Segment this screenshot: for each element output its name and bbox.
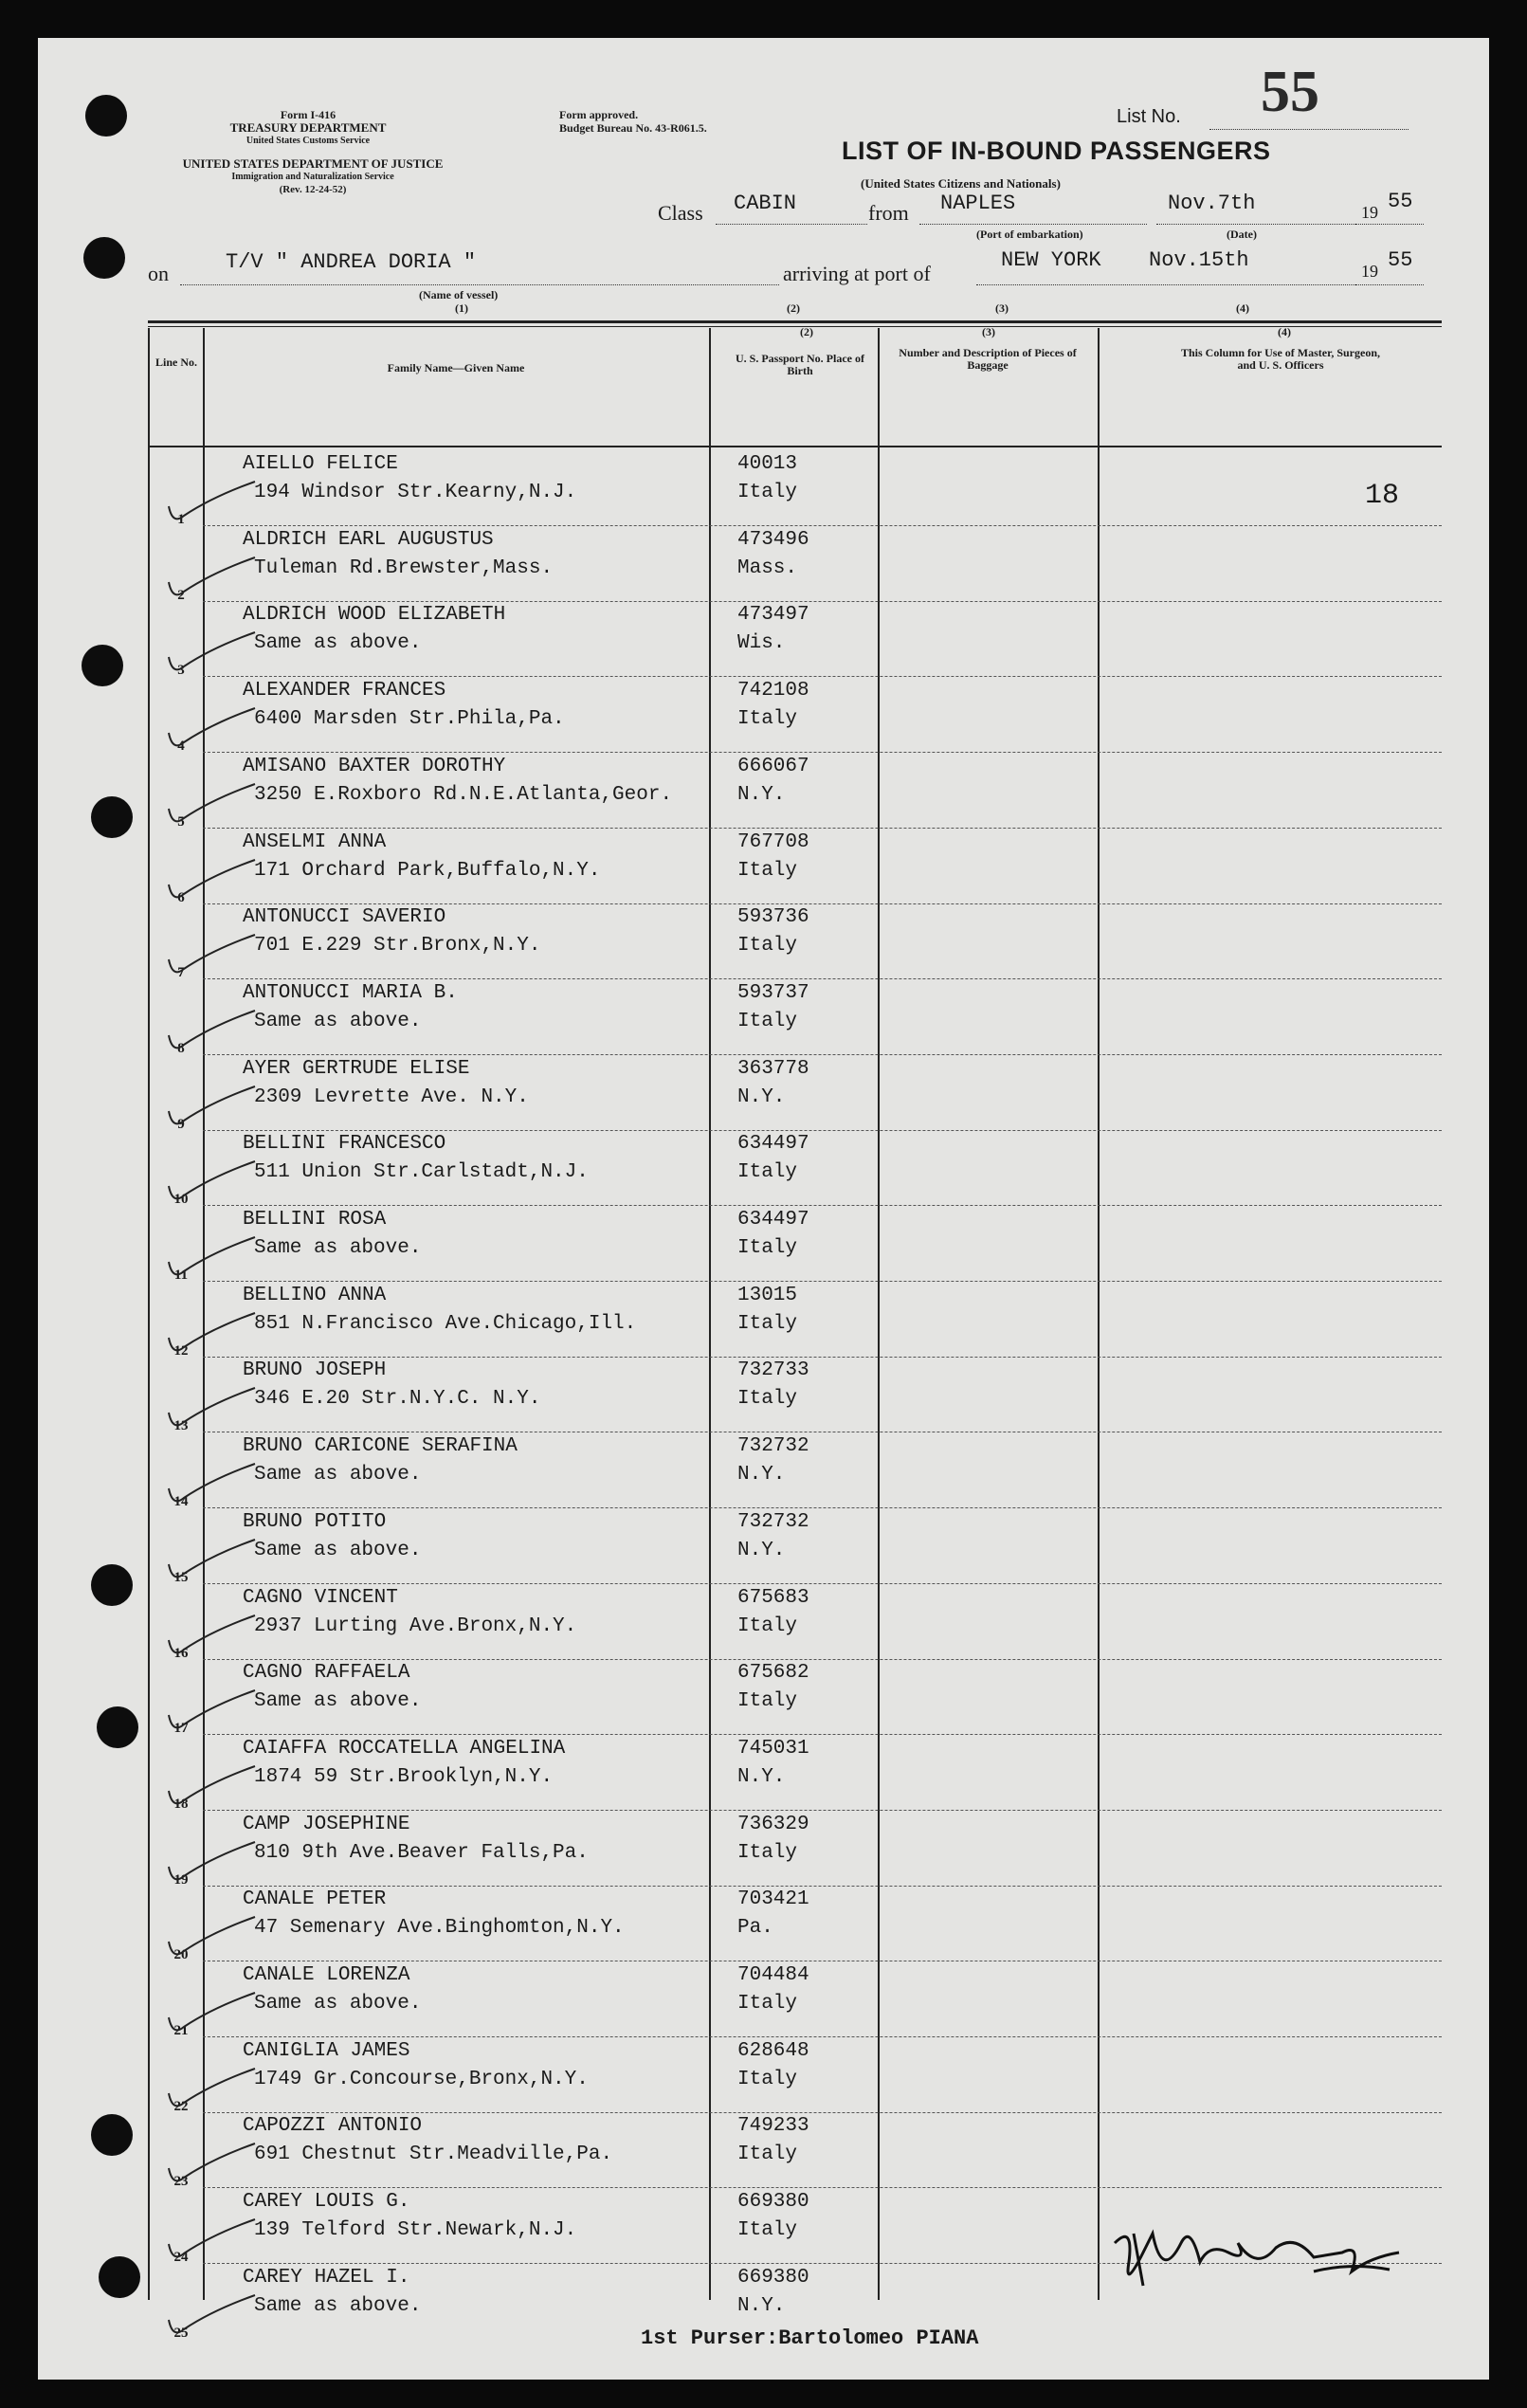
on-label: on	[148, 262, 169, 285]
table-row	[148, 604, 1442, 680]
arrival-year-prefix: 19	[1361, 262, 1378, 281]
line-number: 9	[177, 1116, 185, 1132]
check-mark-icon	[165, 931, 260, 984]
line-number: 18	[173, 1796, 189, 1812]
vessel-name: T/V " ANDREA DORIA "	[226, 250, 477, 274]
place-of-birth: Italy	[737, 1237, 798, 1259]
check-mark-icon	[165, 1989, 260, 2042]
passport-number: 703421	[737, 1888, 809, 1911]
passenger-name: ANTONUCCI MARIA B.	[243, 981, 458, 1004]
arrival-underline	[976, 284, 1355, 285]
passport-number: 767708	[737, 830, 809, 853]
table-row	[148, 756, 1442, 831]
passenger-address: Same as above.	[254, 2294, 422, 2317]
row-divider	[203, 2112, 1442, 2113]
check-mark-icon	[165, 2216, 260, 2269]
passenger-name: CAGNO RAFFAELA	[243, 1662, 410, 1685]
passenger-address: Same as above.	[254, 1464, 422, 1487]
passport-number: 749233	[737, 2115, 809, 2138]
passport-number: 742108	[737, 680, 809, 702]
manifest-sheet	[38, 38, 1489, 2380]
passenger-address: 1874 59 Str.Brooklyn,N.Y.	[254, 1765, 554, 1788]
place-of-birth: Italy	[737, 1388, 798, 1411]
caption-1: (1)	[455, 301, 468, 315]
passenger-address: Same as above.	[254, 632, 422, 655]
line-number: 10	[173, 1192, 189, 1208]
line-number: 20	[173, 1947, 189, 1963]
row-divider	[203, 903, 1442, 904]
place-of-birth: N.Y.	[737, 2294, 786, 2317]
document-title: LIST OF IN-BOUND PASSENGERS	[842, 137, 1271, 165]
passenger-address: Tuleman Rd.Brewster,Mass.	[254, 556, 554, 579]
embarkation-port: NAPLES	[940, 192, 1016, 215]
passenger-name: BELLINO ANNA	[243, 1284, 387, 1306]
check-mark-icon	[165, 2140, 260, 2193]
passenger-address: Same as above.	[254, 1539, 422, 1561]
caption-4: (4)	[1236, 301, 1249, 315]
line-number: 17	[173, 1721, 189, 1737]
table-row	[148, 1814, 1442, 1889]
year-prefix: 19	[1361, 203, 1378, 222]
passenger-name: CAIAFFA ROCCATELLA ANGELINA	[243, 1737, 566, 1760]
table-row	[148, 982, 1442, 1058]
row-divider	[203, 1357, 1442, 1358]
date-underline	[1156, 224, 1355, 225]
departure-year: 55	[1388, 190, 1413, 213]
vessel-underline	[180, 284, 779, 285]
justice-dept: UNITED STATES DEPARTMENT OF JUSTICE	[182, 156, 444, 171]
check-mark-icon	[165, 478, 260, 531]
table-row	[148, 1435, 1442, 1511]
list-number: 55	[1261, 60, 1319, 124]
passenger-address: 691 Chestnut Str.Meadville,Pa.	[254, 2143, 613, 2166]
passenger-address: 346 E.20 Str.N.Y.C. N.Y.	[254, 1388, 541, 1411]
passenger-name: AIELLO FELICE	[243, 453, 398, 475]
check-mark-icon	[165, 1460, 260, 1513]
punch-hole	[91, 1564, 133, 1606]
row-divider	[203, 2187, 1442, 2188]
line-number: 7	[177, 965, 185, 981]
place-of-birth: Italy	[737, 1841, 798, 1864]
col-header-num-3: (3)	[982, 325, 995, 338]
line-number: 6	[177, 889, 185, 905]
place-of-birth: Italy	[737, 482, 798, 503]
ins-service: Immigration and Naturalization Service	[231, 172, 394, 182]
row-divider	[203, 752, 1442, 753]
check-mark-icon	[165, 1007, 260, 1060]
arrival-date: Nov.15th	[1149, 248, 1249, 272]
class-label: Class	[658, 201, 703, 225]
place-of-birth: Italy	[737, 1690, 798, 1713]
table-row	[148, 680, 1442, 756]
check-mark-icon	[165, 1612, 260, 1665]
place-of-birth: N.Y.	[737, 1085, 786, 1108]
officer-signature	[1096, 2205, 1418, 2300]
place-of-birth: Italy	[737, 2068, 798, 2090]
col-header-line-no: Line No.	[155, 356, 197, 369]
passenger-name: AYER GERTRUDE ELISE	[243, 1057, 470, 1080]
row-divider	[203, 676, 1442, 677]
place-of-birth: N.Y.	[737, 783, 786, 806]
check-mark-icon	[165, 1687, 260, 1740]
passport-number: 634497	[737, 1209, 809, 1231]
place-of-birth: Italy	[737, 1161, 798, 1184]
line-number: 19	[173, 1871, 189, 1888]
row-divider	[203, 978, 1442, 979]
embarkation-caption: (Port of embarkation)	[976, 228, 1083, 241]
caption-2: (2)	[787, 301, 800, 315]
place-of-birth: Italy	[737, 859, 798, 882]
place-of-birth: N.Y.	[737, 1464, 786, 1487]
purser-signature: 1st Purser:Bartolomeo PIANA	[641, 2326, 979, 2350]
table-row	[148, 1058, 1442, 1134]
line-number: 3	[177, 663, 185, 679]
row-divider	[203, 1810, 1442, 1811]
passport-number: 593737	[737, 981, 809, 1004]
passport-number: 745031	[737, 1737, 809, 1760]
passport-number: 13015	[737, 1284, 798, 1306]
col-header-name: Family Name—Given Name	[387, 361, 525, 374]
passenger-name: BELLINI ROSA	[243, 1209, 387, 1231]
departure-date: Nov.7th	[1168, 192, 1256, 215]
passport-number: 363778	[737, 1057, 809, 1080]
passenger-name: BRUNO POTITO	[243, 1510, 387, 1533]
passenger-name: BRUNO CARICONE SERAFINA	[243, 1435, 518, 1458]
table-row	[148, 1738, 1442, 1814]
passport-number: 736329	[737, 1813, 809, 1835]
class-value: CABIN	[734, 192, 797, 215]
row-divider	[203, 1886, 1442, 1887]
check-mark-icon	[165, 2291, 260, 2344]
place-of-birth: Italy	[737, 708, 798, 731]
passport-number: 732732	[737, 1435, 809, 1458]
line-number: 15	[173, 1569, 189, 1585]
row-divider	[203, 828, 1442, 829]
passenger-name: ANSELMI ANNA	[243, 830, 387, 853]
place-of-birth: Italy	[737, 2219, 798, 2242]
passport-number: 634497	[737, 1133, 809, 1156]
passenger-address: 171 Orchard Park,Buffalo,N.Y.	[254, 859, 601, 882]
check-mark-icon	[165, 1838, 260, 1891]
place-of-birth: Italy	[737, 1993, 798, 2015]
passenger-address: Same as above.	[254, 1010, 422, 1032]
passenger-address: Same as above.	[254, 1993, 422, 2015]
date-caption: (Date)	[1227, 228, 1257, 241]
passport-number: 666067	[737, 755, 809, 777]
passenger-address: 6400 Marsden Str.Phila,Pa.	[254, 708, 565, 731]
passport-number: 704484	[737, 1964, 809, 1986]
place-of-birth: N.Y.	[737, 1765, 786, 1788]
place-of-birth: Italy	[737, 1010, 798, 1032]
row-divider	[203, 1583, 1442, 1584]
passenger-name: CAGNO VINCENT	[243, 1586, 398, 1609]
row-divider	[203, 1281, 1442, 1282]
line-number: 21	[173, 2023, 189, 2038]
place-of-birth: N.Y.	[737, 1539, 786, 1561]
arrival-year: 55	[1388, 248, 1413, 272]
passport-number: 669380	[737, 2191, 809, 2214]
place-of-birth: Italy	[737, 935, 798, 958]
punch-hole	[91, 2114, 133, 2156]
document-subtitle: (United States Citizens and Nationals)	[861, 176, 1061, 191]
place-of-birth: Wis.	[737, 632, 786, 655]
revision: (Rev. 12-24-52)	[279, 184, 347, 195]
passenger-address: 3250 E.Roxboro Rd.N.E.Atlanta,Geor.	[254, 783, 673, 806]
line-number: 5	[177, 813, 185, 830]
passport-number: 669380	[737, 2266, 809, 2289]
table-row	[148, 2040, 1442, 2116]
passenger-address: 851 N.Francisco Ave.Chicago,Ill.	[254, 1312, 637, 1335]
check-mark-icon	[165, 704, 260, 757]
table-row	[148, 1359, 1442, 1435]
list-no-label: List No.	[1117, 106, 1181, 127]
from-label: from	[868, 201, 909, 225]
table-row	[148, 2115, 1442, 2191]
place-of-birth: Italy	[737, 2143, 798, 2166]
line-number: 4	[177, 739, 185, 755]
passenger-address: Same as above.	[254, 1690, 422, 1713]
row-divider	[203, 2036, 1442, 2037]
passenger-name: CANIGLIA JAMES	[243, 2039, 410, 2062]
passenger-address: 47 Semenary Ave.Binghomton,N.Y.	[254, 1917, 625, 1940]
check-mark-icon	[165, 1309, 260, 1362]
table-row	[148, 1511, 1442, 1587]
passenger-name: CAREY HAZEL I.	[243, 2266, 410, 2289]
place-of-birth: Mass.	[737, 556, 798, 579]
check-mark-icon	[165, 1083, 260, 1136]
row-divider	[203, 1054, 1442, 1055]
row-divider	[203, 525, 1442, 526]
list-no-underline	[1209, 129, 1409, 130]
row-divider	[203, 1659, 1442, 1660]
officer-note: 18	[1365, 480, 1400, 512]
passport-number: 593736	[737, 906, 809, 929]
passenger-name: CANALE PETER	[243, 1888, 387, 1911]
passenger-name: ALDRICH WOOD ELIZABETH	[243, 604, 506, 627]
col-header-num-2: (2)	[800, 325, 813, 338]
from-underline	[919, 224, 1147, 225]
passport-number: 473497	[737, 604, 809, 627]
check-mark-icon	[165, 856, 260, 909]
passenger-address: 1749 Gr.Concourse,Bronx,N.Y.	[254, 2068, 589, 2090]
passport-number: 628648	[737, 2039, 809, 2062]
passport-number: 732732	[737, 1510, 809, 1533]
check-mark-icon	[165, 1384, 260, 1437]
vessel-caption: (Name of vessel)	[419, 288, 499, 301]
line-number: 2	[177, 587, 185, 603]
class-underline	[716, 224, 867, 225]
place-of-birth: Italy	[737, 1312, 798, 1335]
form-approved: Form approved.	[559, 108, 639, 121]
passenger-address: 701 E.229 Str.Bronx,N.Y.	[254, 935, 541, 958]
line-number: 8	[177, 1040, 185, 1056]
passport-number: 732733	[737, 1359, 809, 1382]
check-mark-icon	[165, 1158, 260, 1211]
table-row	[148, 1285, 1442, 1360]
passenger-address: 511 Union Str.Carlstadt,N.J.	[254, 1161, 589, 1184]
row-divider	[203, 601, 1442, 602]
table-row	[148, 453, 1442, 529]
punch-hole	[85, 95, 127, 137]
line-number: 11	[173, 1268, 189, 1283]
line-number: 25	[173, 2325, 189, 2341]
punch-hole	[82, 645, 123, 686]
check-mark-icon	[165, 1536, 260, 1589]
col-header-num-4: (4)	[1278, 325, 1291, 338]
table-row	[148, 1964, 1442, 2040]
col-header-passport: U. S. Passport No. Place of Birth	[736, 352, 864, 377]
punch-hole	[99, 2256, 140, 2298]
passport-number: 675683	[737, 1586, 809, 1609]
check-mark-icon	[165, 1762, 260, 1815]
customs-service: United States Customs Service	[245, 136, 371, 146]
passenger-name: CANALE LORENZA	[243, 1964, 410, 1986]
passenger-name: CAMP JOSEPHINE	[243, 1813, 410, 1835]
check-mark-icon	[165, 780, 260, 833]
arrival-year-underline	[1355, 284, 1424, 285]
line-number: 1	[177, 512, 185, 527]
punch-hole	[83, 237, 125, 279]
arrival-port: NEW YORK	[1001, 248, 1101, 272]
caption-3: (3)	[995, 301, 1009, 315]
check-mark-icon	[165, 2065, 260, 2118]
passenger-address: Same as above.	[254, 1237, 422, 1259]
check-mark-icon	[165, 1913, 260, 1966]
passenger-name: ALDRICH EARL AUGUSTUS	[243, 528, 494, 551]
passenger-address: 2309 Levrette Ave. N.Y.	[254, 1085, 529, 1108]
table-row	[148, 529, 1442, 605]
treasury-dept: TREASURY DEPARTMENT	[229, 120, 387, 135]
line-number: 12	[173, 1342, 189, 1359]
punch-hole	[91, 796, 133, 838]
check-mark-icon	[165, 1233, 260, 1286]
table-row	[148, 1888, 1442, 1964]
passenger-address: 139 Telford Str.Newark,N.J.	[254, 2219, 577, 2242]
punch-hole	[97, 1706, 138, 1748]
table-row	[148, 1662, 1442, 1738]
header-bottom-rule	[148, 446, 1442, 447]
line-number: 22	[173, 2098, 189, 2114]
place-of-birth: Pa.	[737, 1917, 773, 1940]
table-row	[148, 1133, 1442, 1209]
passenger-name: AMISANO BAXTER DOROTHY	[243, 755, 506, 777]
line-number: 24	[173, 2250, 189, 2266]
line-number: 13	[173, 1418, 189, 1434]
passenger-address: 194 Windsor Str.Kearny,N.J.	[254, 482, 577, 503]
passenger-name: CAREY LOUIS G.	[243, 2191, 410, 2214]
line-number: 23	[173, 2174, 189, 2190]
row-divider	[203, 1130, 1442, 1131]
row-divider	[203, 1734, 1442, 1735]
passenger-address: 2937 Lurting Ave.Bronx,N.Y.	[254, 1614, 577, 1637]
budget-bureau: Budget Bureau No. 43-R061.5.	[559, 121, 707, 135]
passport-number: 675682	[737, 1662, 809, 1685]
passenger-name: BRUNO JOSEPH	[243, 1359, 387, 1382]
table-row	[148, 906, 1442, 982]
passenger-name: BELLINI FRANCESCO	[243, 1133, 446, 1156]
year-underline	[1355, 224, 1424, 225]
passenger-name: ANTONUCCI SAVERIO	[243, 906, 446, 929]
check-mark-icon	[165, 629, 260, 682]
passport-number: 40013	[737, 453, 798, 475]
col-header-officers: This Column for Use of Master, Surgeon, and U. S. Officers	[1180, 346, 1380, 372]
check-mark-icon	[165, 554, 260, 607]
table-row	[148, 831, 1442, 907]
passenger-name: CAPOZZI ANTONIO	[243, 2115, 423, 2138]
passport-number: 473496	[737, 528, 809, 551]
arriving-label: arriving at port of	[783, 262, 931, 285]
line-number: 16	[173, 1645, 189, 1661]
form-number: Form I-416	[280, 108, 336, 121]
passenger-address: 810 9th Ave.Beaver Falls,Pa.	[254, 1841, 589, 1864]
col-header-baggage: Number and Description of Pieces of Baggage	[899, 346, 1077, 372]
table-row	[148, 1587, 1442, 1663]
line-number: 14	[173, 1494, 189, 1510]
row-divider	[203, 1205, 1442, 1206]
table-row	[148, 1209, 1442, 1285]
row-divider	[203, 1507, 1442, 1508]
place-of-birth: Italy	[737, 1614, 798, 1637]
passenger-name: ALEXANDER FRANCES	[243, 680, 446, 702]
